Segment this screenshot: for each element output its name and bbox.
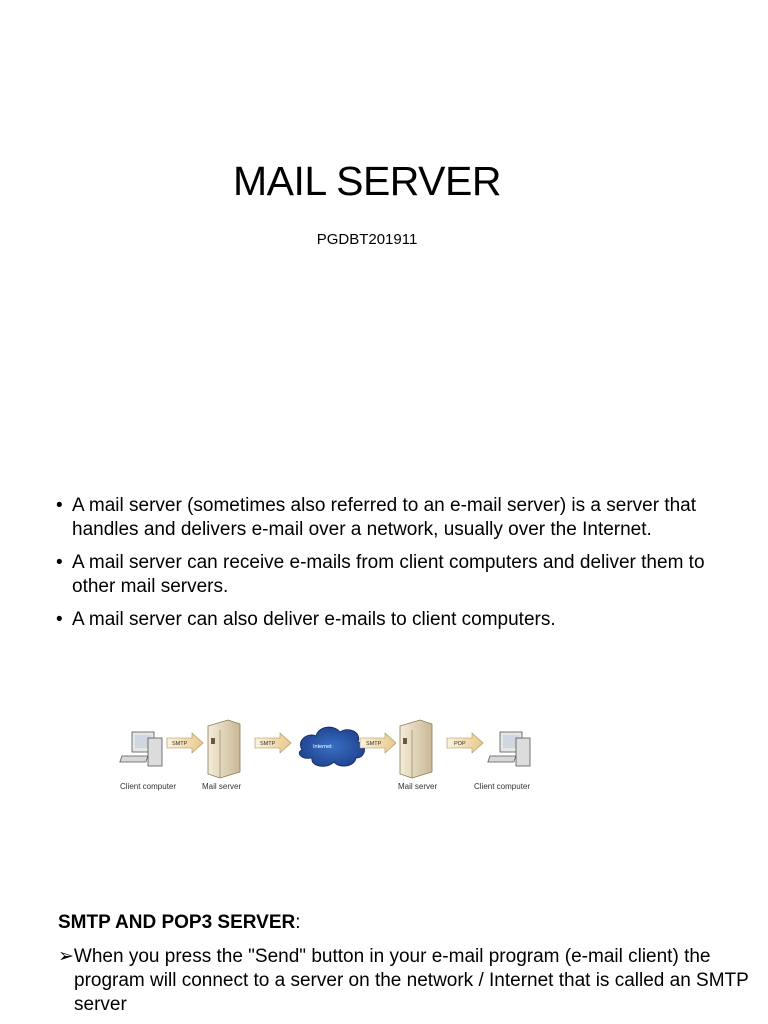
bullet-dot: • xyxy=(56,609,63,630)
section-heading-colon: : xyxy=(295,912,301,933)
bullet-text: A mail server can receive e-mails from client computers and deliver them to other mail servers. xyxy=(72,552,705,597)
section-heading xyxy=(58,912,301,934)
bullet-list xyxy=(56,494,736,641)
bullet-dot: • xyxy=(56,552,63,573)
internet-cloud-icon xyxy=(299,727,364,766)
arrow-label: SMTP xyxy=(260,741,276,747)
diagram-label: Client computer xyxy=(474,782,531,791)
pop-arrow-icon xyxy=(447,733,483,753)
arrow-label: POP xyxy=(454,741,466,747)
mail-server-icon xyxy=(208,720,240,778)
mail-server-icon xyxy=(400,720,432,778)
client-computer-icon xyxy=(120,732,162,766)
bullet-item xyxy=(56,494,736,542)
bullet-item xyxy=(56,551,736,599)
slide-title: MAIL SERVER xyxy=(233,158,501,204)
arrow-bullet-text: When you press the "Send" button in your e-mail program (e-mail client) the program will connect to a server on the network / Internet that is called an SMTP server xyxy=(73,946,749,1015)
diagram-label: Mail server xyxy=(202,782,242,791)
bullet-text: A mail server can also deliver e-mails to client computers. xyxy=(72,609,556,630)
smtp-arrow-icon xyxy=(255,733,291,753)
mail-flow-diagram xyxy=(110,712,540,798)
diagram-label: Mail server xyxy=(398,782,438,791)
arrow-label: SMTP xyxy=(172,741,188,747)
arrow-bullet-item xyxy=(58,945,754,1017)
cloud-label: Internet xyxy=(313,744,332,750)
client-computer-icon xyxy=(488,732,530,766)
arrow-bullet-icon: ➢ xyxy=(58,946,74,967)
arrow-label: SMTP xyxy=(366,741,382,747)
slide-subtitle: PGDBT201911 xyxy=(316,231,418,248)
smtp-arrow-icon xyxy=(167,733,203,753)
bullet-dot: • xyxy=(56,495,63,516)
bullet-item xyxy=(56,608,736,632)
smtp-arrow-icon xyxy=(360,733,396,753)
bullet-text: A mail server (sometimes also referred to an e-mail server) is a server that handles and delivers e-mail over a network, usually over the Internet. xyxy=(72,495,697,540)
section-heading-text: SMTP AND POP3 SERVER xyxy=(58,912,296,933)
diagram-label: Client computer xyxy=(120,782,177,791)
